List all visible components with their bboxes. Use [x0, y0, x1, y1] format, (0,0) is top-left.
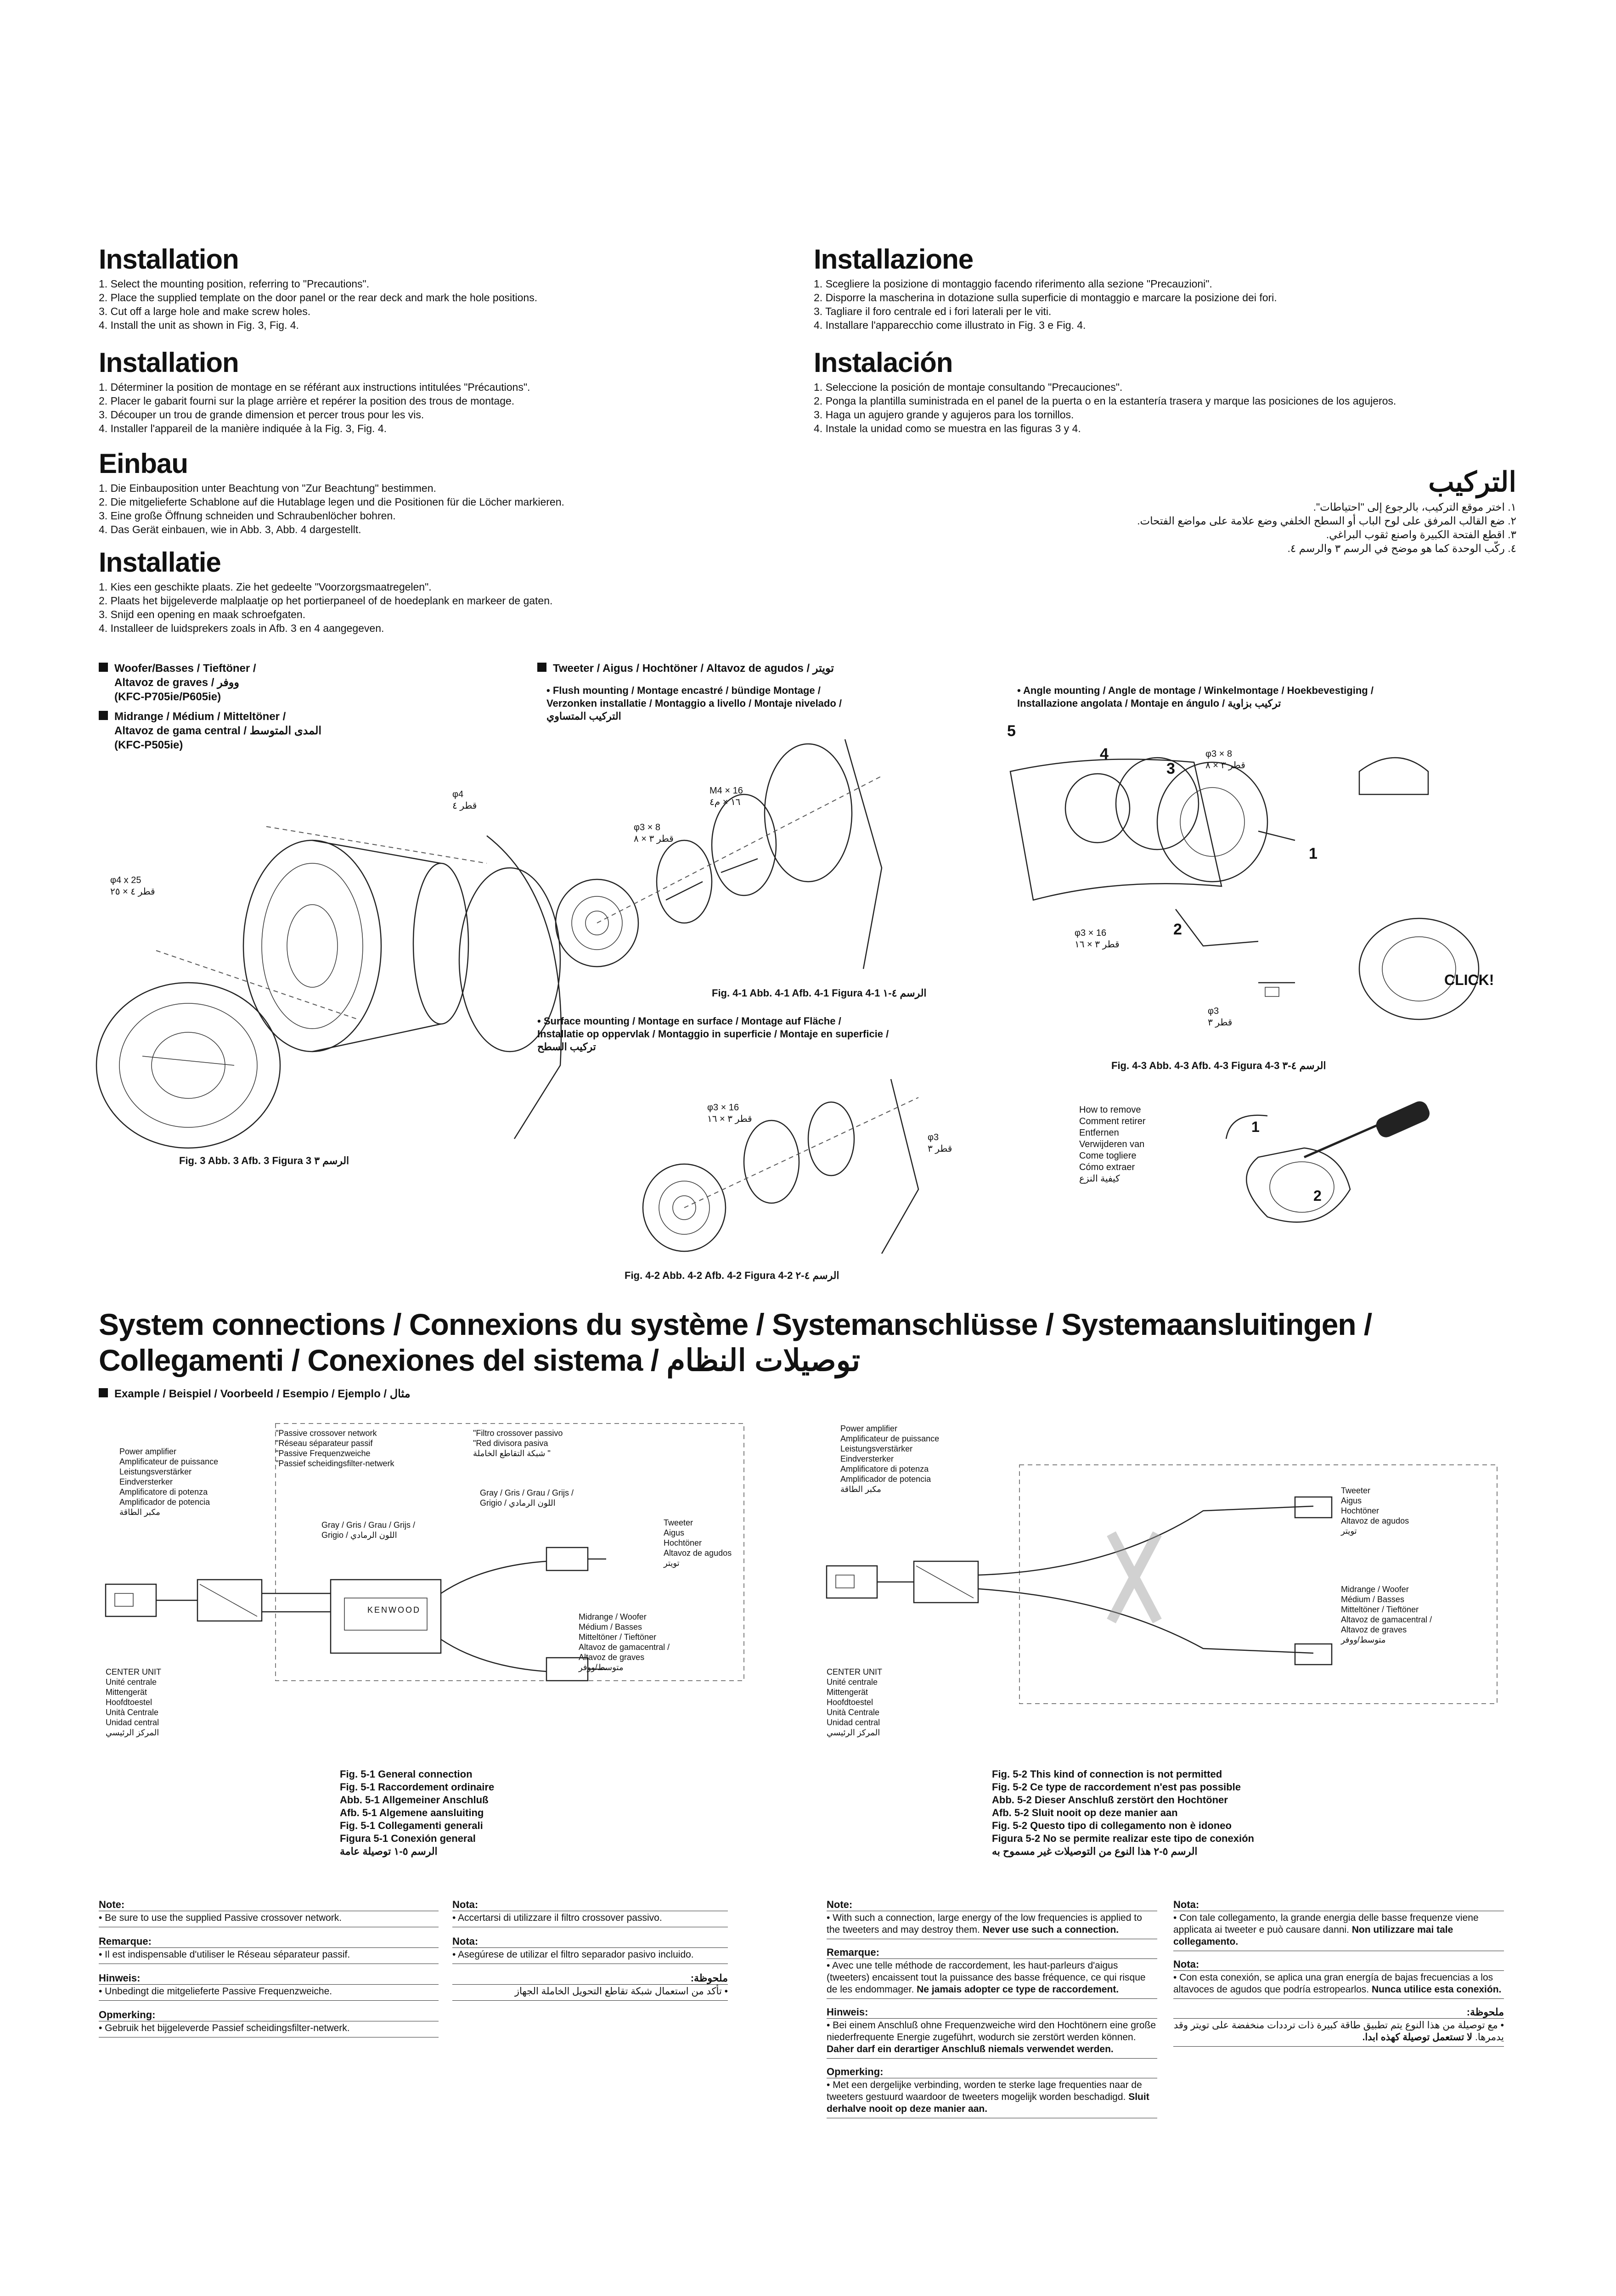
phi3x16-label-a: φ3 × 16 قطر ٣ × ١٦ — [1075, 928, 1120, 950]
fig43-angle-illustration — [1001, 722, 1506, 1038]
note-body: • تأكد من استعمال شبكة تقاطع التحويل الخاملة الجهاز — [452, 1985, 728, 2001]
system-title: System connections / Connexions du système / Systemanschlüsse / Systemaansluitingen / Collegamenti / Conexiones del sistema / توصيلات النظام — [99, 1307, 1372, 1377]
center-right-labels: CENTER UNIT Unité centrale Mittengerät Hoofdtoestel Unità Centrale Unidad central المركز الرئيسي — [827, 1667, 882, 1737]
install-de — [99, 448, 769, 536]
crossover-labels-a: "Passive crossover network "Réseau séparateur passif "Passive Frequenzweiche "Passief scheidingsfilter-netwerk — [276, 1429, 394, 1468]
remove-step-2: 2 — [1313, 1187, 1322, 1204]
notes-left — [99, 1899, 439, 2037]
step: 1. Scegliere la posizione di montaggio facendo riferimento alla sezione "Precauzioni". — [814, 278, 1212, 290]
step: 2. Ponga la plantilla suministrada en el panel de la puerta o en la estantería trasera y marque las posiciones de los agujeros. — [814, 395, 1396, 407]
phi3x16-label-b: φ3 × 16 قطر ٣ × ١٦ — [707, 1103, 752, 1124]
note-title: Note: — [827, 1899, 1157, 1911]
step: ١. اختر موقع التركيب، بالرجوع إلى "احتياطات". — [1313, 501, 1516, 513]
note-title: Nota: — [1173, 1899, 1504, 1911]
step: 2. Plaats het bijgeleverde malplaatje op het portierpaneel of de hoedeplank en markeer de gaten. — [99, 595, 553, 607]
step: 4. Installer l'appareil de la manière indiquée à la Fig. 3, Fig. 4. — [99, 422, 387, 434]
kenwood-label: KENWOOD — [367, 1605, 421, 1615]
m4x16-label: M4 × 16 ١٦ × م٤ — [709, 786, 743, 807]
note-title: Hinweis: — [827, 2006, 1157, 2019]
woofer-heading: Woofer/Basses / Tieftöner / Altavoz de graves / ووفر (KFC-P705ie/P605ie) Midrange / Médium / Mitteltöner / Altavoz de gama central / المدى المتوسط (KFC-P505ie) — [99, 661, 475, 752]
step: ٣. اقطع الفتحة الكبيرة واصنع ثقوب البراغي. — [1326, 529, 1516, 540]
note-title: Remarque: — [99, 1936, 439, 1948]
step: 1. Kies een geschikte plaats. Zie het gedeelte "Voorzorgsmaatregelen". — [99, 581, 432, 593]
gray-label-b: Gray / Gris / Grau / Grijs / Grigio / اللون الرمادي — [321, 1520, 416, 1540]
phi4-label: φ4 قطر ٤ — [452, 789, 477, 811]
notes-right-2: Nota: • Con tale collegamento, la grande energia delle basse frequenze viene applicata ai tweeter e può causare danni. Non utilizzare mai tale collegamento. Nota: • Con esta conexión, se aplica una gran energía de bajas frecuencias a los altavoces de agudos que podría estropearlos. Nunca utilice esta conexión. ملحوظة: • مع توصيلة من هذا النوع يتم تطبيق طاقة كبيرة ذات ترددات منخفضة على تويتر وقد يدمرها. لا تستعمل توصيلة كهذه ابدا. — [1173, 1899, 1504, 2047]
step: 3. Haga un agujero grande y agujeros para los tornillos. — [814, 409, 1074, 421]
install-de-title: Einbau — [99, 448, 188, 479]
install-ar — [814, 466, 1516, 555]
note-body: • Gebruik het bijgeleverde Passief scheidingsfilter-netwerk. — [99, 2021, 439, 2037]
gray-label-a: Gray / Gris / Grau / Grijs / Grigio / اللون الرمادي — [480, 1488, 574, 1508]
install-fr-title: Installation — [99, 347, 239, 378]
install-it — [814, 243, 1516, 332]
install-es-title: Instalación — [814, 347, 953, 378]
install-en-title: Installation — [99, 244, 239, 275]
step: 2. Disporre la mascherina in dotazione sulla superficie di montaggio e marcare la posizione dei fori. — [814, 292, 1277, 304]
fig42-caption: Fig. 4-2 Abb. 4-2 Afb. 4-2 Figura 4-2 الرسم ٤-٢ — [625, 1270, 839, 1281]
tweeter-heading: Tweeter / Aigus / Hochtöner / Altavoz de agudos / تويتر — [537, 661, 834, 675]
install-es — [814, 347, 1516, 435]
step: 3. Tagliare il foro centrale ed i fori laterali per le viti. — [814, 305, 1052, 317]
step: 3. Cut off a large hole and make screw holes. — [99, 305, 311, 317]
step-3: 3 — [1166, 760, 1175, 777]
fig52-caption: Fig. 5-2 This kind of connection is not permitted Fig. 5-2 Ce type de raccordement n'est pas possible Abb. 5-2 Dieser Anschluß zerstört den Hochtöner Afb. 5-2 Sluit nooit op deze manier aan Fig. 5-2 Questo tipo di collegamento non è idoneo Figura 5-2 No se permite realizar este tipo de conexión الرسم ٥-٢ هذا النوع من التوصيلات غير مسموح به — [992, 1768, 1254, 1857]
fig42-surface-illustration — [634, 1070, 1047, 1263]
tweeter-labels-a: Tweeter Aigus Hochtöner Altavoz de agudos تويتر — [664, 1518, 732, 1568]
note-title: ملحوظة: — [1173, 2006, 1504, 2019]
step: 1. Déterminer la position de montage en se référant aux instructions intitulées "Précautions". — [99, 381, 530, 393]
amp-right-labels: Power amplifier Amplificateur de puissance Leistungsverstärker Eindversterker Amplificatore di potenza Amplificador de potencia مكبر الطاقة — [840, 1424, 940, 1494]
step: 1. Seleccione la posición de montaje consultando "Precauciones". — [814, 381, 1123, 393]
step: 4. Install the unit as shown in Fig. 3, Fig. 4. — [99, 319, 299, 331]
step: ٤. ركّب الوحدة كما هو موضح في الرسم ٣ والرسم ٤. — [1287, 542, 1516, 554]
step: 2. Place the supplied template on the door panel or the rear deck and mark the hole positions. — [99, 292, 538, 304]
flush-mounting-label: • Flush mounting / Montage encastré / bündige Montage / Verzonken installatie / Montaggio a livello / Montaje nivelado / التركيب المتساوي — [546, 685, 842, 722]
fig43-caption: Fig. 4-3 Abb. 4-3 Afb. 4-3 Figura 4-3 الرسم ٤-٣ — [1111, 1060, 1326, 1071]
door-panel-drawing — [156, 827, 561, 1139]
note-body: • Unbedingt die mitgelieferte Passive Frequenzweiche. — [99, 1985, 439, 2001]
note-title: Note: — [99, 1899, 439, 1911]
note-body: • Be sure to use the supplied Passive crossover network. — [99, 1911, 439, 1927]
angle-mounting-label: • Angle mounting / Angle de montage / Winkelmontage / Hoekbevestiging / Installazione angolata / Montaje en ángulo / تركيب بزاوية — [1017, 685, 1374, 709]
note-title: Hinweis: — [99, 1972, 439, 1985]
step: 3. Découper un trou de grande dimension et percer trous pour les vis. — [99, 409, 424, 421]
step-1: 1 — [1309, 845, 1318, 862]
note-title: Nota: — [452, 1936, 728, 1948]
center-left-labels: CENTER UNIT Unité centrale Mittengerät Hoofdtoestel Unità Centrale Unidad central المركز الرئيسي — [106, 1667, 161, 1737]
note-title: Opmerking: — [99, 2009, 439, 2021]
install-ar-title: التركيب — [1428, 467, 1516, 497]
phi3-label-a: φ3 قطر ٣ — [1208, 1006, 1233, 1028]
phi3-label-b: φ3 قطر ٣ — [928, 1132, 952, 1154]
step: 4. Das Gerät einbauen, wie in Abb. 3, Abb. 4 dargestellt. — [99, 523, 361, 535]
fig3-caption: Fig. 3 Abb. 3 Afb. 3 Figura 3 الرسم ٣ — [179, 1155, 349, 1166]
install-en — [99, 243, 769, 332]
mid-labels-a: Midrange / Woofer Médium / Basses Mitteltöner / Tieftöner Altavoz de gamacentral / Altavoz de graves متوسط/ووفر — [579, 1612, 670, 1672]
step: 1. Die Einbauposition unter Beachtung von "Zur Beachtung" bestimmen. — [99, 482, 436, 494]
step-4: 4 — [1100, 745, 1109, 763]
note-title: Remarque: — [827, 1947, 1157, 1959]
install-nl-title: Installatie — [99, 547, 221, 578]
step: 1. Select the mounting position, referring to "Precautions". — [99, 278, 370, 290]
step: 3. Eine große Öffnung schneiden und Schraubenlöcher bohren. — [99, 510, 396, 522]
note-body: • Accertarsi di utilizzare il filtro crossover passivo. — [452, 1911, 728, 1927]
step: 4. Installare l'apparecchio come illustrato in Fig. 3 e Fig. 4. — [814, 319, 1086, 331]
grille-drawing — [96, 983, 280, 1148]
fig51-caption: Fig. 5-1 General connection Fig. 5-1 Raccordement ordinaire Abb. 5-1 Allgemeiner Anschluß Afb. 5-1 Algemene aansluiting Fig. 5-1 Collegamenti generali Figura 5-1 Conexión general الرسم ٥-١ توصيلة عامة — [340, 1768, 495, 1857]
step: 3. Snijd een opening en maak schroefgaten. — [99, 608, 306, 620]
note-title: Nota: — [1173, 1958, 1504, 1971]
install-it-title: Installazione — [814, 244, 974, 275]
step: ٢. ضع القالب المرفق على لوح الباب أو السطح الخلفي وضع علامة على مواضع الفتحات. — [1137, 515, 1516, 527]
speaker-drawing — [243, 840, 468, 1052]
fig41-flush-illustration — [551, 730, 1010, 992]
how-to-remove: How to remove Comment retirer Entfernen Verwijderen van Come togliere Cómo extraer كيفية النزع — [1079, 1105, 1146, 1184]
mid-labels-b: Midrange / Woofer Médium / Basses Mitteltöner / Tieftöner Altavoz de gamacentral / Altavoz de graves متوسط/ووفر — [1341, 1585, 1432, 1644]
notes-middle — [452, 1899, 728, 2001]
install-nl — [99, 546, 769, 635]
example-heading: Example / Beispiel / Voorbeeld / Esempio / Ejemplo / مثال — [99, 1387, 411, 1401]
notes-right-1: Note: • With such a connection, large energy of the low frequencies is applied to the tweeters and may destroy them. Never use such a connection. Remarque: • Avec une telle méthode de raccordement, les haut-parleurs d'aigus (tweeters) encaissent tout la puissance des basse fréquence, ce qui risque de les endommager. Ne jamais adopter ce type de raccordement. Hinweis: • Bei einem Anschluß ohne Frequenzweiche wird den Hochtönern eine große niederfrequente Energie zugeführt, wodurch sie zerstört werden können. Daher darf ein derartiger Anschluß niemals verwendet werden. Opmerking: • Met een dergelijke verbinding, worden te sterke lage frequenties naar de tweeters gestuurd waardoor de tweeters mogelijk worden beschadigd. Sluit derhalve nooit op deze manier aan. — [827, 1899, 1157, 2118]
fig51-wiring-diagram — [106, 1424, 785, 1681]
fig41-caption: Fig. 4-1 Abb. 4-1 Afb. 4-1 Figura 4-1 الرسم ٤-١ — [712, 987, 927, 999]
note-title: ملحوظة: — [452, 1972, 728, 1985]
phi3x8-label-a: φ3 × 8 قطر ٣ × ٨ — [634, 822, 674, 844]
phi4x25-label: φ4 x 25 قطر ٤ × ٢٥ — [110, 875, 155, 897]
step-2: 2 — [1173, 921, 1182, 938]
note-title: Nota: — [452, 1899, 728, 1911]
note-body: • Il est indispensable d'utiliser le Réseau séparateur passif. — [99, 1948, 439, 1964]
remove-illustration — [1203, 1088, 1442, 1235]
surface-mounting-label: • Surface mounting / Montage en surface / Montage auf Fläche / Installatie op oppervlak / Montaggio in superficie / Montaje en superficie / تركيب السطح — [537, 1015, 889, 1052]
note-title: Opmerking: — [827, 2066, 1157, 2078]
install-fr — [99, 347, 769, 435]
note-body: • Asegúrese de utilizar el filtro separador pasivo incluido. — [452, 1948, 728, 1964]
step: 4. Instale la unidad como se muestra en las figuras 3 y 4. — [814, 422, 1081, 434]
tweeter-labels-b: Tweeter Aigus Hochtöner Altavoz de agudos تويتر — [1341, 1486, 1409, 1536]
amp-left-labels: Power amplifier Amplificateur de puissance Leistungsverstärker Eindversterker Amplificatore di potenza Amplificador de potencia مكبر الطاقة — [119, 1447, 219, 1517]
crossover-labels-b: "Filtro crossover passivo "Red divisora pasiva شبكة التقاطع الخاملة " — [473, 1429, 563, 1458]
step-5: 5 — [1007, 722, 1016, 740]
step: 4. Installeer de luidsprekers zoals in Afb. 3 en 4 aangegeven. — [99, 622, 384, 634]
remove-step-1: 1 — [1251, 1119, 1260, 1135]
fig52-wiring-diagram — [827, 1465, 1506, 1704]
click-label: CLICK! — [1444, 972, 1494, 988]
phi3x8-label-b: φ3 × 8 قطر ٣ × ٨ — [1205, 749, 1245, 771]
step: 2. Placer le gabarit fourni sur la plage arrière et repérer la position des trous de montage. — [99, 395, 515, 407]
step: 2. Die mitgelieferte Schablone auf die Hutablage legen und die Positionen für die Löcher markieren. — [99, 496, 564, 508]
